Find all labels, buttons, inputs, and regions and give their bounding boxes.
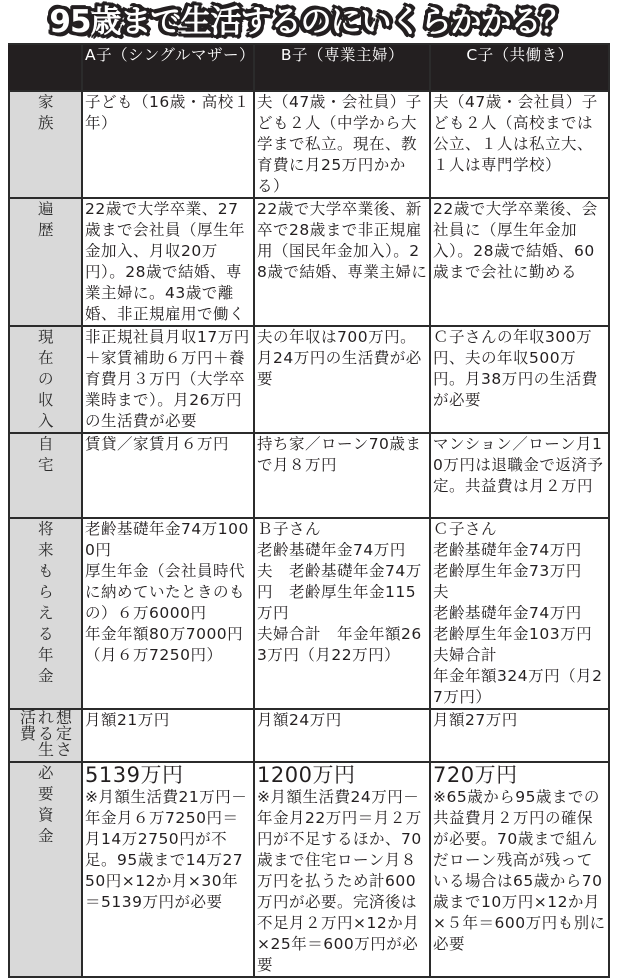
row-label-income: 現在の収入: [9, 326, 82, 433]
cell-family-c: 夫（47歳・会社員）子ども２人（高校までは公立、１人は私立大、１人は専門学校）: [430, 91, 609, 198]
cell-home-b: 持ち家／ローン70歳まで月８万円: [254, 433, 430, 518]
cell-income-b: 夫の年収は700万円。月24万円の生活費が必要: [254, 326, 430, 433]
comparison-table: [8, 43, 610, 978]
row-label-pension: 将来もらえる年金: [9, 518, 82, 709]
cell-required-funds-c: [430, 762, 609, 977]
cell-pension-a: 老齢基礎年金74万1000円 厚生年金（会社員時代に納めていたときのもの）６万6000円 年金年額80万7000円（月６万7250円）: [82, 518, 254, 709]
cell-income-a: 非正規社員月収17万円＋家賃補助６万円＋養育費月３万円（大学卒業時まで）。月26万円の生活費が必要: [82, 326, 254, 433]
required-amount-b: 1200万円: [257, 763, 356, 787]
row-label-required-funds: 必要資金: [9, 762, 82, 977]
table-row-home: [9, 433, 609, 518]
required-amount-c: 720万円: [433, 763, 518, 787]
page-title: 95歳まで生活するのにいくらかかる？: [49, 4, 571, 40]
header-a-ko: A子（シングルマザー）: [82, 44, 254, 91]
header-c-ko: C子（共働き）: [430, 44, 609, 91]
row-label-living-cost: 想定さ れる生 活費: [9, 709, 82, 762]
header-corner: [9, 44, 82, 91]
row-label-home: 自宅: [9, 433, 82, 518]
required-note-b: ※月額生活費24万円－年金月22万円＝月２万円が不足するほか、70歳まで住宅ローン月８万円を払うため計600万円が必要。完済後は不足月２万円×12か月×25年＝600万円が必要: [257, 788, 422, 974]
table-row-required-funds: [9, 762, 609, 977]
row-label-history: 遍歴: [9, 198, 82, 326]
cell-family-b: 夫（47歳・会社員）子ども２人（中学から大学まで私立。現在、教育費に月25万円かかる）: [254, 91, 430, 198]
required-note-a: ※月額生活費21万円－年金月６万7250円＝月14万2750円が不足。95歳まで14万2750円×12か月×30年＝5139万円が必要: [85, 788, 248, 911]
cell-home-c: マンション／ローン月10万円は退職金で返済予定。共益費は月２万円: [430, 433, 609, 518]
cell-history-a: 22歳で大学卒業、27歳まで会社員（厚生年金加入、月収20万円）。28歳で結婚、専業主婦に。43歳で離婚、非正規雇用で働く: [82, 198, 254, 326]
required-note-c: ※65歳から95歳までの共益費月２万円の確保が必要。70歳まで組んだローン残高が残っている場合は65歳から70歳まで10万円×12か月×５年＝600万円も別に必要: [433, 788, 606, 953]
header-b-ko: B子（専業主婦）: [254, 44, 430, 91]
cell-pension-b: Ｂ子さん 老齢基礎年金74万円 夫 老齢基礎年金74万円 老齢厚生年金115万円 夫婦合計 年金年額263万円（月22万円）: [254, 518, 430, 709]
cell-history-b: 22歳で大学卒業後、新卒で28歳まで非正規雇用（国民年金加入）。28歳で結婚、専業主婦に: [254, 198, 430, 326]
cell-living-cost-a: 月額21万円: [82, 709, 254, 762]
row-label-family: 家族: [9, 91, 82, 198]
table-header-row: [9, 44, 609, 91]
table-row-history: [9, 198, 609, 326]
cell-income-c: Ｃ子さんの年収300万円、夫の年収500万円。月38万円の生活費が必要: [430, 326, 609, 433]
cell-family-a: 子ども（16歳・高校１年）: [82, 91, 254, 198]
cell-required-funds-a: [82, 762, 254, 977]
table-row-income: [9, 326, 609, 433]
cell-home-a: 賃貸／家賃月６万円: [82, 433, 254, 518]
required-amount-a: 5139万円: [85, 763, 184, 787]
cell-history-c: 22歳で大学卒業後、会社員に（厚生年金加入）。28歳で結婚、60歳まで会社に勤める: [430, 198, 609, 326]
cell-pension-c: Ｃ子さん 老齢基礎年金74万円 老齢厚生年金73万円 夫 老齢基礎年金74万円 老齢厚生年金103万円 夫婦合計 年金年額324万円（月27万円）: [430, 518, 609, 709]
cell-required-funds-b: [254, 762, 430, 977]
table-row-pension: [9, 518, 609, 709]
table-row-family: [9, 91, 609, 198]
cell-living-cost-c: 月額27万円: [430, 709, 609, 762]
table-row-living-cost: [9, 709, 609, 762]
cell-living-cost-b: 月額24万円: [254, 709, 430, 762]
